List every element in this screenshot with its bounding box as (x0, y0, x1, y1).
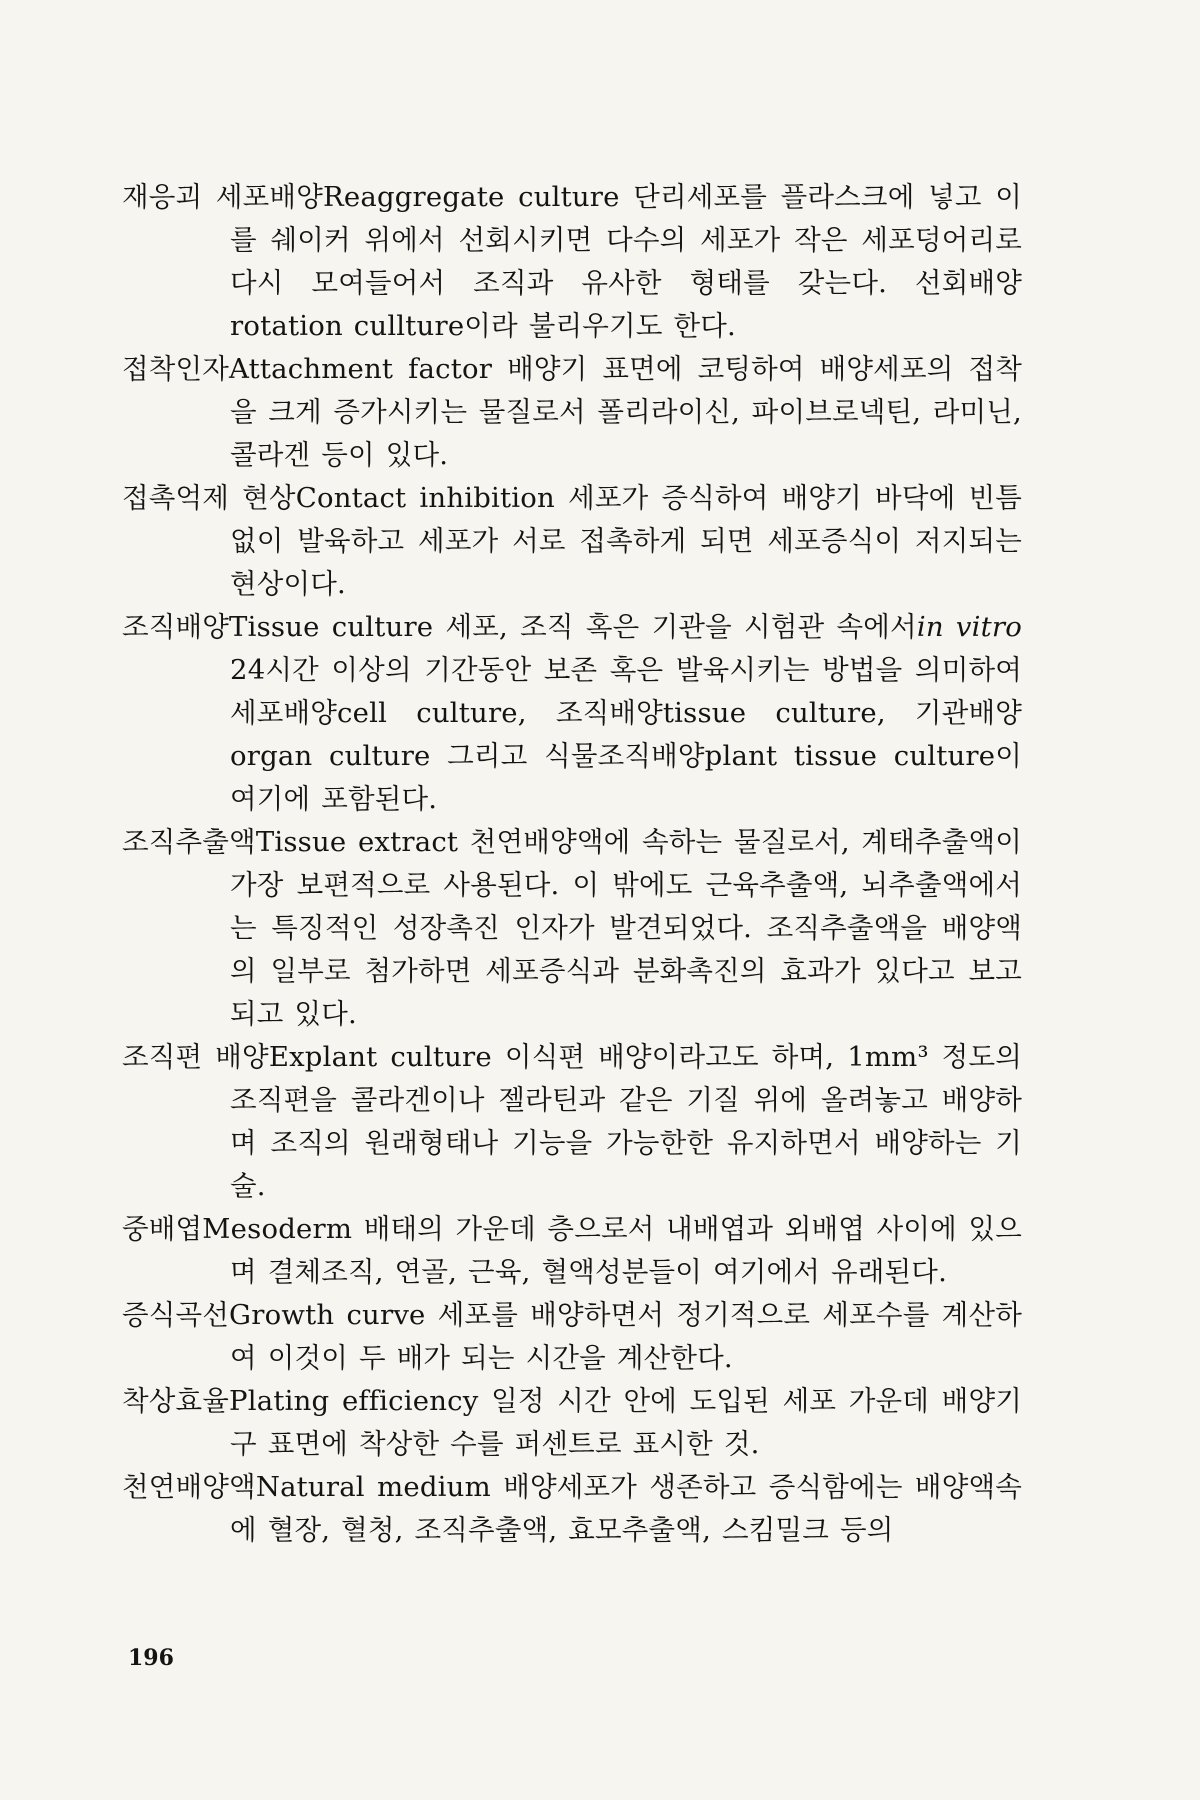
glossary-entry-mesoderm (122, 1208, 1022, 1294)
entry-term: 중배엽Mesoderm (122, 1213, 353, 1245)
entry-definition-part1: 세포, 조직 혹은 기관을 시험관 속에서 (445, 611, 917, 643)
entry-definition: 배양세포가 생존하고 증식함에는 배양액속에 혈장, 혈청, 조직추출액, 효모추출액, 스킴밀크 등의 (230, 1471, 1022, 1546)
entry-definition: 배양기 표면에 코팅하여 배양세포의 접착을 크게 증가시키는 물질로서 폴리라이신, 파이브로넥틴, 라미닌, 콜라겐 등이 있다. (230, 353, 1022, 471)
glossary-entry-tissue-culture (122, 606, 1022, 821)
entry-definition: 세포를 배양하면서 정기적으로 세포수를 계산하여 이것이 두 배가 되는 시간을 계산한다. (230, 1299, 1022, 1374)
glossary-entry-plating-efficiency (122, 1380, 1022, 1466)
entry-term: 조직배양Tissue culture (122, 611, 434, 643)
entry-definition-part2: 24시간 이상의 기간동안 보존 혹은 발육시키는 방법을 의미하여 세포배양cell culture, 조직배양tissue culture, 기관배양organ culture 그리고 식물조직배양plant tissue culture이 여기에 포함된다. (230, 654, 1022, 815)
entry-term: 증식곡선Growth curve (122, 1299, 426, 1331)
entry-term: 접착인자Attachment factor (122, 353, 493, 385)
glossary-entry-reaggregate-culture (122, 176, 1022, 348)
entry-definition: 천연배양액에 속하는 물질로서, 계태추출액이 가장 보편적으로 사용된다. 이 밖에도 근육추출액, 뇌추출액에서는 특징적인 성장촉진 인자가 발견되었다. 조직추출액을 배양액의 일부로 첨가하면 세포증식과 분화촉진의 효과가 있다고 보고되고 있다. (230, 826, 1022, 1030)
entry-term: 착상효율Plating efficiency (122, 1385, 479, 1417)
entry-term: 재응괴 세포배양Reaggregate culture (122, 181, 620, 213)
entry-definition: 이식편 배양이라고도 하며, 1mm³ 정도의 조직편을 콜라겐이나 젤라틴과 같은 기질 위에 올려놓고 배양하며 조직의 원래형태나 기능을 가능한한 유지하면서 배양하는 기술. (230, 1041, 1022, 1202)
entry-definition: 단리세포를 플라스크에 넣고 이를 쉐이커 위에서 선회시키면 다수의 세포가 작은 세포덩어리로 다시 모여들어서 조직과 유사한 형태를 갖는다. 선회배양rotation cullture이라 불리우기도 한다. (230, 181, 1022, 342)
glossary-entry-contact-inhibition (122, 477, 1022, 606)
entry-definition: 배태의 가운데 층으로서 내배엽과 외배엽 사이에 있으며 결체조직, 연골, 근육, 혈액성분들이 여기에서 유래된다. (230, 1213, 1022, 1288)
entry-term: 조직추출액Tissue extract (122, 826, 459, 858)
glossary-entry-growth-curve (122, 1294, 1022, 1380)
glossary-entry-natural-medium (122, 1466, 1022, 1552)
glossary-page (122, 176, 1022, 1552)
entry-definition: 일정 시간 안에 도입된 세포 가운데 배양기구 표면에 착상한 수를 퍼센트로 표시한 것. (230, 1385, 1022, 1460)
entry-definition-italic: in vitro (916, 611, 1023, 643)
glossary-entry-explant-culture (122, 1036, 1022, 1208)
entry-definition: 세포가 증식하여 배양기 바닥에 빈틈없이 발육하고 세포가 서로 접촉하게 되면 세포증식이 저지되는 현상이다. (230, 482, 1022, 600)
entry-term: 천연배양액Natural medium (122, 1471, 491, 1503)
glossary-entry-attachment-factor (122, 348, 1022, 477)
page-number: 196 (128, 1645, 174, 1671)
entry-term: 조직편 배양Explant culture (122, 1041, 492, 1073)
glossary-entry-tissue-extract (122, 821, 1022, 1036)
entry-term: 접촉억제 현상Contact inhibition (122, 482, 555, 514)
